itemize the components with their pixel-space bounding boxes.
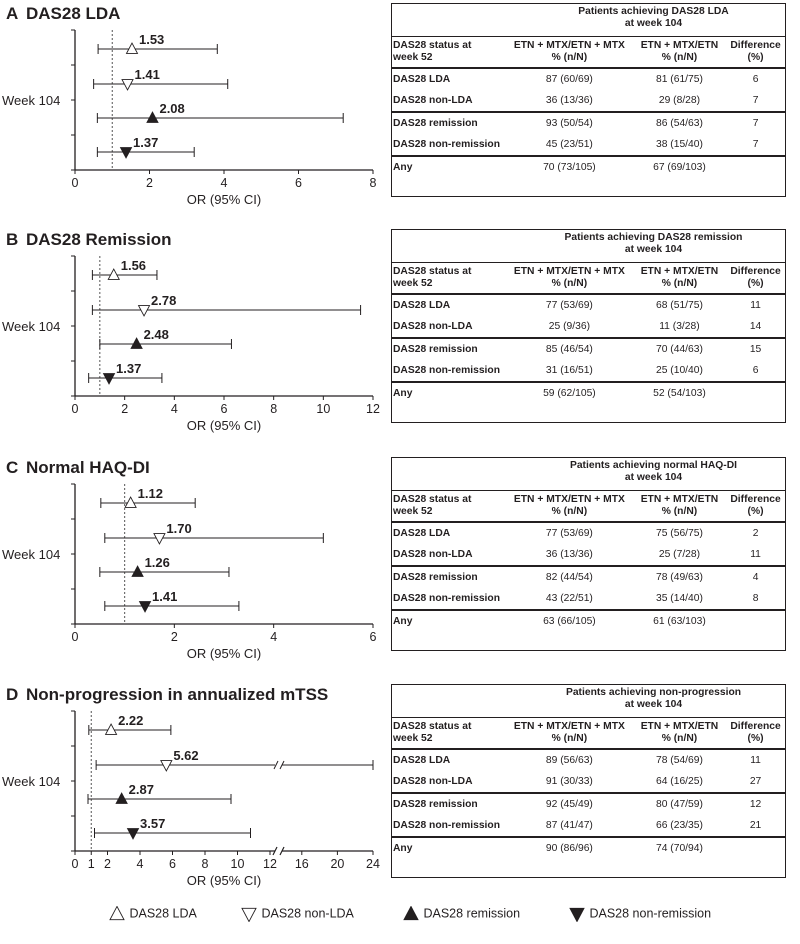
or-point-marker bbox=[104, 374, 115, 384]
x-tick-label: 6 bbox=[169, 857, 176, 871]
or-data-label: 1.41 bbox=[152, 589, 178, 604]
table-cell: 15 bbox=[725, 338, 786, 360]
table-cell: 77 (53/69) bbox=[505, 522, 634, 544]
table-cell: 77 (53/69) bbox=[505, 294, 634, 316]
table-cell: 29 (8/28) bbox=[658, 94, 701, 106]
x-tick-label: 8 bbox=[270, 402, 278, 416]
table-frame bbox=[391, 3, 786, 197]
panel-title-text: DAS28 Remission bbox=[26, 230, 172, 249]
row-label: DAS28 LDA bbox=[391, 68, 505, 90]
panel-d bbox=[0, 681, 800, 907]
x-tick-label: 4 bbox=[220, 176, 228, 190]
row-label: Any bbox=[391, 382, 505, 404]
table-cell: 92 (45/49) bbox=[505, 793, 634, 815]
table-cell: 81 (61/75) bbox=[634, 68, 725, 90]
or-point-marker bbox=[116, 793, 127, 803]
table-cell: 4 bbox=[725, 566, 786, 588]
or-data-label: 2.08 bbox=[159, 101, 185, 116]
x-tick-label: 6 bbox=[295, 176, 302, 190]
panel-title-text: DAS28 LDA bbox=[26, 4, 121, 23]
table-cell: 63 (66/105) bbox=[505, 610, 634, 632]
table-cell: 12 bbox=[725, 793, 786, 815]
row-label: Any bbox=[391, 156, 505, 178]
forest-plot bbox=[0, 454, 390, 680]
x-tick-label: 0 bbox=[71, 857, 79, 871]
table-cell: 70 (44/63) bbox=[634, 338, 725, 360]
table-cell: 93 (50/54) bbox=[505, 112, 634, 134]
panel-title-text: Normal HAQ-DI bbox=[26, 458, 150, 477]
forest-plot bbox=[0, 0, 390, 226]
y-axis-label: Week 104 bbox=[2, 774, 61, 789]
or-point-marker bbox=[132, 566, 143, 576]
table-cell: 82 (44/54) bbox=[505, 566, 634, 588]
row-label: DAS28 remission bbox=[391, 793, 505, 815]
table-cell: 6 bbox=[725, 68, 786, 90]
table-cell: 45 (23/51) bbox=[545, 138, 593, 150]
legend-item bbox=[402, 906, 520, 922]
or-data-label: 1.37 bbox=[116, 361, 142, 376]
or-data-label: 2.22 bbox=[118, 713, 144, 728]
row-label: DAS28 remission bbox=[391, 112, 505, 134]
or-data-label: 2.48 bbox=[143, 327, 169, 342]
or-estimate bbox=[98, 32, 217, 54]
table-cell: 91 (30/33) bbox=[545, 775, 593, 787]
table-cell: 87 (60/69) bbox=[505, 68, 634, 90]
or-estimate bbox=[92, 258, 157, 280]
table-caption: Patients achieving non-progression at week 104 bbox=[565, 687, 742, 710]
x-tick-label: 10 bbox=[230, 857, 245, 871]
or-point-marker bbox=[108, 269, 119, 279]
row-label: DAS28 remission bbox=[391, 566, 505, 588]
table-cell: 87 (41/47) bbox=[545, 819, 593, 831]
table-cell: 21 bbox=[749, 819, 762, 831]
or-point-marker bbox=[140, 602, 151, 612]
or-data-label: 1.56 bbox=[120, 258, 147, 273]
or-point-marker bbox=[125, 497, 136, 507]
legend-label: DAS28 non-remission bbox=[586, 906, 712, 921]
table-header-cell: ETN + MTX/ETN + MTX % (n/N) bbox=[505, 718, 634, 750]
table-caption: Patients achieving DAS28 remission at week 104 bbox=[564, 232, 743, 255]
panel-a bbox=[0, 0, 800, 226]
row-label: DAS28 remission bbox=[391, 338, 505, 360]
table-cell: 68 (51/75) bbox=[634, 294, 725, 316]
x-axis-label: OR (95% CI) bbox=[186, 646, 262, 661]
table-cell: 27 bbox=[749, 775, 762, 787]
legend-item bbox=[240, 906, 354, 922]
table-cell: 25 (7/28) bbox=[658, 548, 701, 560]
or-data-label: 1.53 bbox=[138, 32, 165, 47]
table-cell: 89 (56/63) bbox=[505, 749, 634, 771]
or-data-label: 3.57 bbox=[140, 816, 166, 831]
legend-label: DAS28 LDA bbox=[126, 906, 197, 921]
or-data-label: 1.41 bbox=[134, 67, 160, 82]
or-point-marker bbox=[128, 829, 139, 839]
x-tick-label: 20 bbox=[330, 857, 345, 871]
or-estimate bbox=[89, 713, 171, 735]
table-cell: 80 (47/59) bbox=[634, 793, 725, 815]
x-axis-label: OR (95% CI) bbox=[186, 418, 262, 433]
or-data-label: 2.87 bbox=[128, 782, 154, 797]
legend-marker bbox=[404, 906, 418, 919]
table-header-cell: ETN + MTX/ETN + MTX % (n/N) bbox=[505, 37, 634, 69]
legend-marker bbox=[242, 908, 256, 921]
or-data-label: 5.62 bbox=[173, 748, 199, 763]
legend-label: DAS28 remission bbox=[420, 906, 521, 921]
forest-plot bbox=[0, 226, 390, 452]
table-cell: 7 bbox=[752, 94, 759, 106]
table-cell: 11 (3/28) bbox=[659, 320, 700, 332]
or-estimate bbox=[100, 327, 232, 349]
table-cell: 11 bbox=[725, 749, 786, 771]
or-data-label: 1.26 bbox=[144, 555, 170, 570]
table-cell: 67 (69/103) bbox=[634, 156, 725, 178]
or-point-marker bbox=[139, 306, 150, 316]
or-data-label: 1.12 bbox=[137, 486, 163, 501]
table-header-cell: Difference (%) bbox=[725, 491, 786, 523]
table-frame bbox=[391, 457, 786, 651]
table-header-cell: DAS28 status at week 52 bbox=[391, 718, 505, 750]
row-label: Any bbox=[391, 610, 505, 632]
table-cell: 6 bbox=[752, 364, 759, 376]
panel-letter: C bbox=[6, 458, 19, 477]
x-tick-label: 10 bbox=[316, 402, 331, 416]
table-header-cell: ETN + MTX/ETN + MTX % (n/N) bbox=[505, 491, 634, 523]
or-point-marker bbox=[121, 148, 132, 158]
or-estimate bbox=[95, 816, 251, 839]
y-axis-label: Week 104 bbox=[2, 93, 61, 108]
table-cell: 64 (16/25) bbox=[655, 775, 703, 787]
table-cell: 78 (49/63) bbox=[634, 566, 725, 588]
row-label: DAS28 non-remission bbox=[393, 592, 500, 604]
table-header-cell: DAS28 status at week 52 bbox=[391, 263, 505, 295]
or-estimate bbox=[100, 555, 229, 577]
table-cell: 8 bbox=[752, 592, 759, 604]
legend-marker-icon bbox=[240, 906, 258, 922]
row-label: DAS28 non-LDA bbox=[393, 775, 473, 787]
legend bbox=[0, 900, 800, 930]
table-header-cell: ETN + MTX/ETN % (n/N) bbox=[634, 37, 725, 69]
legend-marker-icon bbox=[402, 906, 420, 922]
or-data-label: 1.37 bbox=[133, 135, 159, 150]
table-caption: Patients achieving DAS28 LDA at week 104 bbox=[578, 6, 729, 29]
table-cell: 75 (56/75) bbox=[634, 522, 725, 544]
row-label: DAS28 LDA bbox=[391, 749, 505, 771]
table-cell: 52 (54/103) bbox=[634, 382, 725, 404]
or-point-marker bbox=[161, 761, 172, 771]
row-label: DAS28 non-LDA bbox=[393, 548, 473, 560]
x-tick-label: 6 bbox=[369, 630, 377, 644]
table-cell: 11 bbox=[725, 294, 786, 316]
panel-letter: A bbox=[6, 4, 19, 23]
or-point-marker bbox=[122, 80, 133, 90]
table-header-cell: Difference (%) bbox=[725, 263, 786, 295]
table-cell: 66 (23/35) bbox=[655, 819, 703, 831]
forest-plot bbox=[0, 681, 390, 907]
table-cell: 7 bbox=[725, 112, 786, 134]
legend-marker-icon bbox=[108, 906, 126, 922]
x-tick-label: 6 bbox=[220, 402, 228, 416]
y-axis-label: Week 104 bbox=[2, 547, 61, 562]
panel-title-text: Non-progression in annualized mTSS bbox=[26, 685, 329, 704]
table-header-cell: ETN + MTX/ETN % (n/N) bbox=[634, 491, 725, 523]
table-cell: 38 (15/40) bbox=[655, 138, 703, 150]
table-header-cell: ETN + MTX/ETN % (n/N) bbox=[634, 263, 725, 295]
or-point-marker bbox=[147, 112, 158, 122]
table-cell: 70 (73/105) bbox=[505, 156, 634, 178]
x-tick-label: 0 bbox=[71, 630, 79, 644]
x-tick-label: 2 bbox=[121, 402, 129, 416]
table-cell: 35 (14/40) bbox=[655, 592, 703, 604]
or-estimate bbox=[88, 782, 231, 804]
x-tick-label: 12 bbox=[263, 857, 277, 871]
table-cell: 85 (46/54) bbox=[505, 338, 634, 360]
row-label: DAS28 LDA bbox=[391, 294, 505, 316]
x-tick-label: 2 bbox=[170, 630, 178, 644]
y-axis-label: Week 104 bbox=[2, 319, 61, 334]
or-estimate bbox=[96, 748, 373, 771]
or-point-marker bbox=[131, 338, 142, 348]
table-cell: 36 (13/36) bbox=[545, 548, 593, 560]
table-cell: 36 (13/36) bbox=[545, 94, 593, 106]
table-cell: 74 (70/94) bbox=[634, 837, 725, 859]
x-tick-label: 4 bbox=[170, 402, 178, 416]
or-estimate bbox=[94, 67, 228, 90]
table-cell: 43 (22/51) bbox=[545, 592, 593, 604]
table-cell: 90 (86/96) bbox=[505, 837, 634, 859]
table-cell: 25 (10/40) bbox=[655, 364, 703, 376]
x-tick-label: 0 bbox=[71, 402, 79, 416]
panel-b bbox=[0, 226, 800, 452]
row-label: Any bbox=[391, 837, 505, 859]
table-cell: 2 bbox=[725, 522, 786, 544]
table-cell: 86 (54/63) bbox=[634, 112, 725, 134]
legend-marker bbox=[110, 906, 124, 919]
x-tick-label: 16 bbox=[294, 857, 309, 871]
x-tick-label: 8 bbox=[369, 176, 377, 190]
panel-c bbox=[0, 454, 800, 680]
table-header-cell: DAS28 status at week 52 bbox=[391, 491, 505, 523]
x-tick-label: 12 bbox=[366, 402, 380, 416]
table-frame bbox=[391, 229, 786, 423]
legend-marker bbox=[570, 908, 584, 921]
table-cell: 61 (63/103) bbox=[634, 610, 725, 632]
panel-letter: B bbox=[6, 230, 19, 249]
x-tick-label: 0 bbox=[71, 176, 79, 190]
row-label: DAS28 non-remission bbox=[393, 819, 500, 831]
or-estimate bbox=[101, 486, 195, 508]
x-tick-label: 2 bbox=[146, 176, 153, 190]
or-data-label: 2.78 bbox=[151, 293, 177, 308]
x-tick-label: 24 bbox=[366, 857, 380, 871]
x-tick-label: 4 bbox=[270, 630, 278, 644]
x-axis-label: OR (95% CI) bbox=[186, 873, 262, 888]
x-axis-label: OR (95% CI) bbox=[186, 192, 262, 207]
table-cell: 11 bbox=[750, 548, 761, 560]
table-header-cell: ETN + MTX/ETN + MTX % (n/N) bbox=[505, 263, 634, 295]
table-caption: Patients achieving normal HAQ-DI at week 104 bbox=[569, 460, 738, 483]
legend-marker-icon bbox=[568, 906, 586, 922]
table-header-cell: ETN + MTX/ETN % (n/N) bbox=[634, 718, 725, 750]
or-estimate bbox=[92, 293, 360, 316]
table-cell: 31 (16/51) bbox=[545, 364, 593, 376]
row-label: DAS28 non-LDA bbox=[393, 94, 473, 106]
row-label: DAS28 non-remission bbox=[393, 138, 500, 150]
row-label: DAS28 LDA bbox=[391, 522, 505, 544]
panel-letter: D bbox=[6, 685, 19, 704]
or-point-marker bbox=[126, 43, 137, 53]
or-data-label: 1.70 bbox=[166, 521, 192, 536]
legend-item bbox=[568, 906, 711, 922]
table-header-cell: DAS28 status at week 52 bbox=[391, 37, 505, 69]
table-header-cell: Difference (%) bbox=[725, 37, 786, 69]
x-tick-label: 1 bbox=[87, 857, 95, 871]
row-label: DAS28 non-remission bbox=[393, 364, 500, 376]
table-cell: 7 bbox=[752, 138, 759, 150]
or-estimate bbox=[105, 521, 324, 544]
or-estimate bbox=[97, 101, 343, 123]
or-point-marker bbox=[106, 724, 117, 734]
table-frame bbox=[391, 684, 786, 878]
table-cell: 78 (54/69) bbox=[634, 749, 725, 771]
table-cell: 25 (9/36) bbox=[548, 320, 590, 332]
x-tick-label: 8 bbox=[201, 857, 209, 871]
or-point-marker bbox=[154, 534, 165, 544]
x-tick-label: 2 bbox=[104, 857, 111, 871]
legend-item bbox=[108, 906, 197, 922]
table-cell: 59 (62/105) bbox=[505, 382, 634, 404]
table-cell: 14 bbox=[749, 320, 762, 332]
legend-label: DAS28 non-LDA bbox=[258, 906, 354, 921]
table-header-cell: Difference (%) bbox=[725, 718, 786, 750]
row-label: DAS28 non-LDA bbox=[393, 320, 473, 332]
x-tick-label: 4 bbox=[136, 857, 144, 871]
